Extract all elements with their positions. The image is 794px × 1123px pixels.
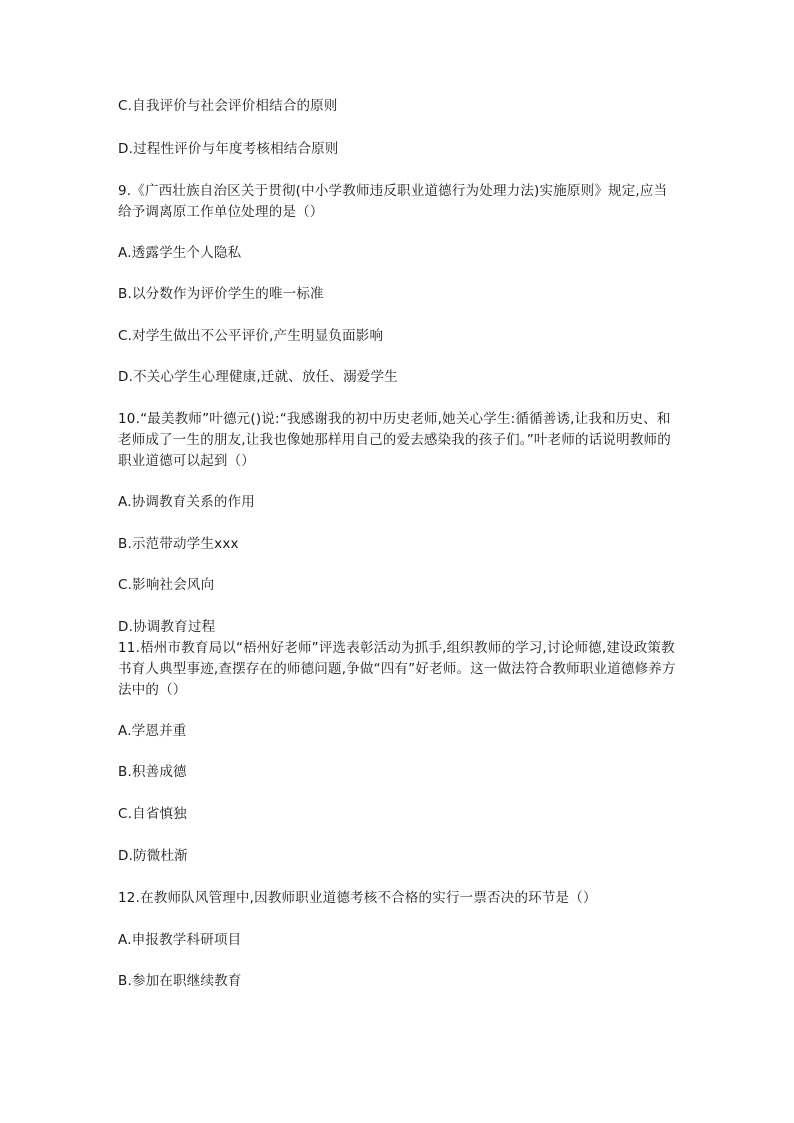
option-b-q10: B.示范带动学生xxx xyxy=(118,536,239,552)
option-a-q11: A.学恩并重 xyxy=(118,723,187,739)
option-d-q9: D.不关心学生心理健康,迁就、放任、溺爱学生 xyxy=(118,369,398,385)
option-a-q10: A.协调教育关系的作用 xyxy=(118,494,255,510)
option-d-q11: D.防微杜渐 xyxy=(118,848,188,864)
option-b-q12: B.参加在职继续教育 xyxy=(118,973,242,989)
option-c-q9: C.对学生做出不公平评价,产生明显负面影响 xyxy=(118,328,384,344)
option-a-q9: A.透露学生个人隐私 xyxy=(118,245,242,261)
question-12: 12.在教师队风管理中,因教师职业道德考核不合格的实行一票否决的环节是（） xyxy=(118,890,597,906)
question-11: 11.梧州市教育局以“梧州好老师”评选表彰活动为抓手,组织教师的学习,讨论师德,建设政策教书育人典型事迹,查摆存在的师德问题,争做“四有”好老师。这一做法符合教师职业道德修养方法中的（） xyxy=(118,640,676,698)
option-b-q11: B.积善成德 xyxy=(118,764,187,780)
option-c-q10: C.影响社会风向 xyxy=(118,577,215,593)
option-d-q10: D.协调教育过程 xyxy=(118,619,216,635)
option-c-q11: C.自省慎独 xyxy=(118,806,187,822)
option-b-q9: B.以分数作为评价学生的唯一标准 xyxy=(118,286,324,302)
option-c-q8: C.自我评价与社会评价相结合的原则 xyxy=(118,98,338,114)
option-a-q12: A.申报教学科研项目 xyxy=(118,932,242,948)
question-10: 10.“最美教师”叶德元()说:“我感谢我的初中历史老师,她关心学生:循循善诱,让我和历史、和老师成了一生的朋友,让我也像她那样用自己的爱去感染我的孩子们。”叶老师的话说明教师的职业道德可以起到（） xyxy=(118,411,671,469)
option-d-q8: D.过程性评价与年度考核相结合原则 xyxy=(118,141,339,157)
question-9: 9.《广西壮族自治区关于贯彻(中小学教师违反职业道德行为处理力法)实施原则》规定,应当给予调离原工作单位处理的是（） xyxy=(118,183,668,220)
